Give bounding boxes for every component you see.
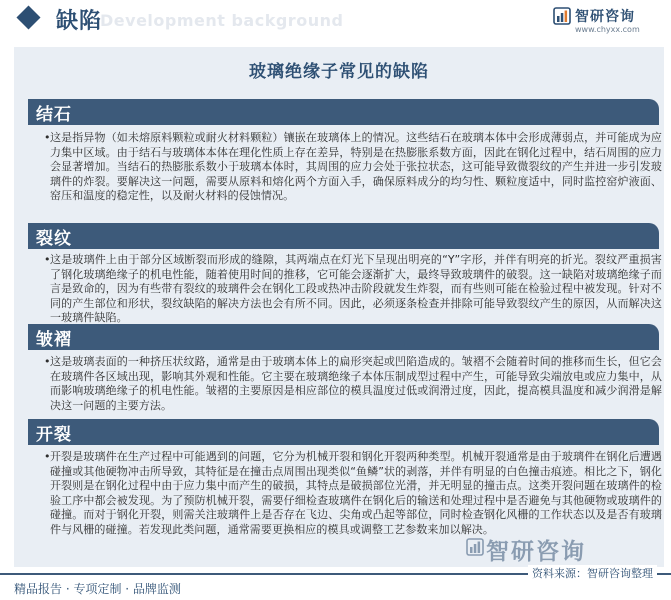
section-body-cracking: • 开裂是玻璃件在生产过程中可能遇到的问题，它分为机械开裂和钢化开裂两种类型。机械开裂通常是由于玻璃件在钢化后遭遇碰撞或其他硬物冲击所导致，其特征是在撞击点周围出现类似“鱼鳞”状的剥落，并伴有明显的白色撞击痕迹。相比之下，钢化开裂则是在钢化过程中由于应力集中而产生的破损，其特点是破损部位光滑，并无明显的撞击点。这类开裂问题在玻璃件的检验工序中都会被发现。为了预防机械开裂，需要仔细检查玻璃件在钢化后的输送和处理过程中是否避免与其他硬物或玻璃件的碰撞。而对于钢化开裂，则需关注玻璃件上是否存在飞边、尖角或凸起等部位，同时检查钢化风栅的工作状态以及是否有玻璃件与风栅的碰撞。若发现此类问题，通常需要更换相应的模具或调整工艺参数来加以解决。 <box>50 450 662 538</box>
page-title: 缺陷 <box>56 9 103 34</box>
section-body-stones: • 这是指异物（如未熔原料颗粒或耐火材料颗粒）镶嵌在玻璃体上的情况。这些结石在玻璃本体中会形成薄弱点，并可能成为应力集中区域。由于结石与玻璃体本体在理化性质上存在差异，特别是在热膨胀系数方面，因此在钢化过程中，结石周围的应力会显著增加。当结石的热膨胀系数小于玻璃本体时，其周围的应力会处于张拉状态，这可能导致微裂纹的产生并进一步引发玻璃件的炸裂。要解决这一问题，需要从原料和熔化两个方面入手，确保原料成分的均匀性、颗粒度适中，同时监控窑炉液面、窑压和温度的稳定性，以及耐火材料的侵蚀情况。 <box>50 131 662 204</box>
brand-logo-icon <box>553 7 571 25</box>
section-label: 结石 <box>36 105 72 125</box>
footer-watermark: 智研咨询 <box>486 539 586 565</box>
section-header-wrinkles <box>28 324 659 350</box>
section-header-cracking <box>28 419 659 445</box>
brand-logo-block[interactable] <box>553 6 663 36</box>
document-title: 玻璃绝缘子常见的缺陷 <box>249 62 429 82</box>
section-header-cracks <box>28 223 659 249</box>
section-header-stones <box>28 99 659 125</box>
section-body-cracks: • 这是玻璃件上由于部分区域断裂而形成的缝隙，其两端点在灯光下呈现出明亮的“Y”字形，并伴有明亮的折光。裂纹严重损害了钢化玻璃绝缘子的机电性能，随着使用时间的推移，它可能会逐渐扩大，最终导致玻璃件的破裂。这一缺陷对玻璃绝缘子而言是致命的，因为有些带有裂纹的玻璃件会在钢化工段或热冲击阶段就发生炸裂，而有些则可能在检验过程中被发现。针对不同的产生部位和形状，裂纹缺陷的解决方法也会有所不同。因此，必须逐条检查并排除可能导致裂纹产生的原因，从而解决这一玻璃件缺陷。 <box>50 253 662 326</box>
header-watermark: Development background <box>100 11 344 30</box>
section-label: 开裂 <box>36 425 72 445</box>
section-body-wrinkles: • 这是玻璃表面的一种挤压状纹路，通常是由于玻璃本体上的扁形突起或凹陷造成的。皱褶不会随着时间的推移而生长，但它会在玻璃件各区域出现，影响其外观和性能。它主要在玻璃绝缘子本体压制成型过程中产生，可能导致尖端放电或应力集中，从而影响玻璃绝缘子的机电性能。皱褶的主要原因是相应部位的模具温度过低或润滑过度，因此，提高模具温度和减少润滑是解决这一问题的主要方法。 <box>50 355 662 413</box>
page-header <box>0 0 671 40</box>
footer-tagline: 精品报告 · 专项定制 · 品牌监测 <box>14 582 181 596</box>
brand-name: 智研咨询 <box>575 9 635 25</box>
section-label: 皱褶 <box>36 330 72 350</box>
diamond-icon <box>16 5 40 29</box>
brand-url[interactable]: www.chyxx.com <box>575 25 640 34</box>
footer-source: 资料来源：智研咨询整理 <box>528 565 657 581</box>
section-label: 裂纹 <box>36 229 72 249</box>
watermark-logo-icon <box>466 538 484 556</box>
